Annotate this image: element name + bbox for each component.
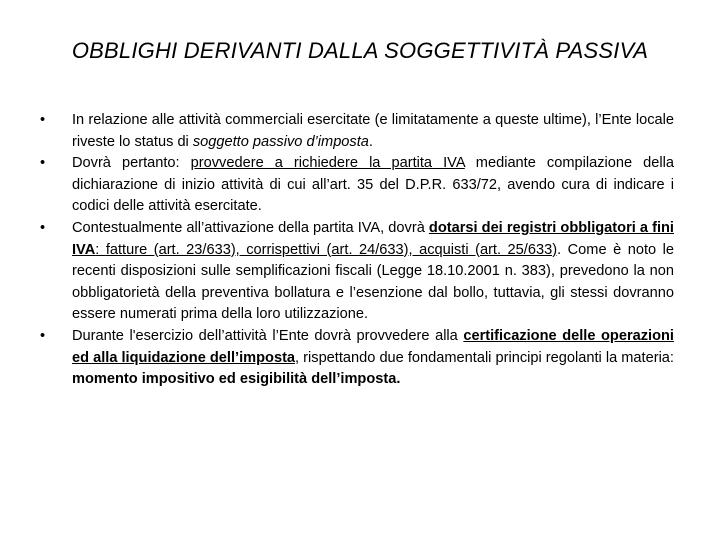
bullet-bold-underlined-text: certificazione delle operazioni ed alla liquidazione dell’imposta	[72, 327, 674, 366]
bullet-italic-text: soggetto passivo d’imposta	[192, 133, 369, 150]
bullet-item	[40, 110, 674, 153]
bullet-dot-icon: •	[40, 219, 46, 236]
bullet-list	[40, 110, 674, 391]
bullet-text-end: mediante compilazione della dichiarazione di inizio attività di cui all’art. 35 del D.P.R. 633/72, avendo cura di indicare i codici delle attività esercitate.	[72, 155, 674, 215]
bullet-dot-icon: •	[40, 112, 46, 128]
bullet-item	[40, 218, 674, 326]
bullet-dot-icon: •	[40, 155, 46, 172]
bullet-bold-underlined-text: dotarsi dei registri obbligatori a fini IVA	[72, 219, 674, 258]
bullet-text: Durante l'esercizio dell’attività l’Ente dovrà provvedere alla	[72, 327, 464, 344]
bullet-text-end: .	[368, 133, 373, 150]
bullet-item	[40, 326, 674, 391]
bullet-dot-icon: •	[40, 327, 46, 344]
bullet-text-mid: :	[95, 241, 106, 258]
bullet-text: In relazione alle attività commerciali esercitate (e limitatamente a queste ultime), l’Ente locale riveste lo status di	[72, 112, 674, 150]
bullet-text-end: . Come è noto le recenti disposizioni sulle semplificazioni fiscali (Legge 18.10.2001 n. 383), prevedono la non obbligatorietà della preventiva bollatura e l’esenzione dal bollo, tuttavia, gli stessi dovranno essere numerati prima della loro utilizzazione.	[72, 241, 674, 323]
bullet-text: Contestualmente all’attivazione della partita IVA, dovrà	[72, 219, 429, 236]
bullet-underlined-text: provvedere a richiedere la partita IVA	[190, 155, 465, 172]
bullet-item	[40, 153, 674, 218]
bullet-text: Dovrà pertanto:	[72, 155, 191, 172]
bullet-underlined-list: fatture (art. 23/633), corrispettivi (art. 24/633), acquisti (art. 25/633)	[105, 241, 558, 258]
bullet-text-mid: , rispettando due fondamentali principi regolanti la materia:	[295, 349, 674, 366]
slide-title: OBBLIGHI DERIVANTI DALLA SOGGETTIVITÀ PASSIVA	[71, 38, 649, 63]
bullet-bold-text: momento impositivo ed esigibilità dell’imposta.	[72, 371, 401, 388]
